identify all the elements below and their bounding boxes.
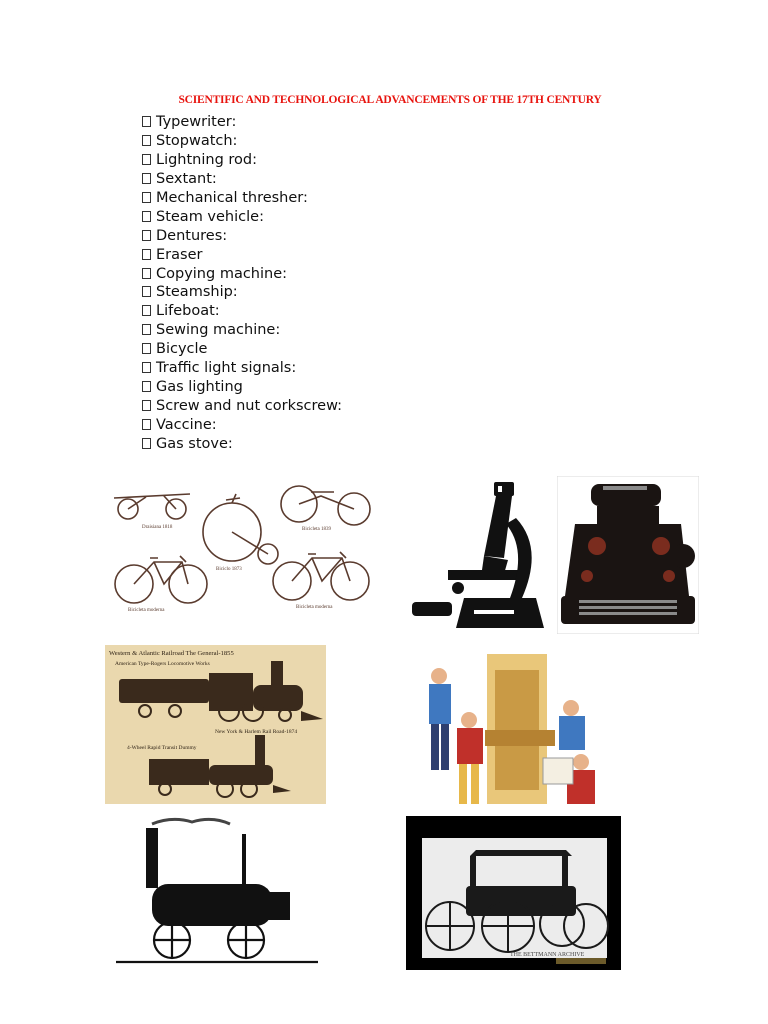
list-item: Copying machine: <box>142 265 342 284</box>
bullet-box-icon <box>142 211 151 222</box>
list-item: Stopwatch: <box>142 132 342 151</box>
list-item: Eraser <box>142 246 342 265</box>
bullet-box-icon <box>142 286 151 297</box>
list-item: Sewing machine: <box>142 321 342 340</box>
bullet-box-icon <box>142 192 151 203</box>
bullet-box-icon <box>142 438 151 449</box>
locomotives-image <box>105 645 326 804</box>
bicycles-image <box>106 478 376 615</box>
list-item: Gas stove: <box>142 435 342 454</box>
svg-text:Bicicleta moderna: Bicicleta moderna <box>296 605 333 610</box>
list-item: Traffic light signals: <box>142 359 342 378</box>
bullet-box-icon <box>142 249 151 260</box>
bullet-box-icon <box>142 400 151 411</box>
list-item: Dentures: <box>142 227 342 246</box>
page-title: SCIENTIFIC AND TECHNOLOGICAL ADVANCEMENTS OF THE 17TH CENTURY <box>178 94 602 106</box>
carriage-image <box>406 816 621 970</box>
bullet-box-icon <box>142 362 151 373</box>
caption-transit-dummy: 4-Wheel Rapid Transit Dummy <box>127 745 197 751</box>
svg-text:Draisiana 1818: Draisiana 1818 <box>142 525 173 530</box>
list-item: Steam vehicle: <box>142 208 342 227</box>
bullet-box-icon <box>142 116 151 127</box>
bullet-box-icon <box>142 230 151 241</box>
list-item: Steamship: <box>142 283 342 302</box>
svg-text:Bicicleta 1839: Bicicleta 1839 <box>302 527 332 532</box>
carriage-caption: THE BETTMANN ARCHIVE <box>510 952 585 958</box>
bullet-box-icon <box>142 419 151 430</box>
caption-locomotive-1855: Western & Atlantic Railroad The General-1855 <box>109 650 234 657</box>
inventions-list <box>142 113 342 454</box>
bullet-box-icon <box>142 268 151 279</box>
list-item: Lifeboat: <box>142 302 342 321</box>
microscope-image <box>404 478 550 633</box>
list-item: Gas lighting <box>142 378 342 397</box>
bullet-box-icon <box>142 305 151 316</box>
list-item: Bicycle <box>142 340 342 359</box>
typewriter-image <box>557 476 699 634</box>
list-item: Screw and nut corkscrew: <box>142 397 342 416</box>
svg-text:Bicicleta moderna: Bicicleta moderna <box>128 608 165 613</box>
bullet-box-icon <box>142 324 151 335</box>
list-item: Mechanical thresher: <box>142 189 342 208</box>
list-item: Typewriter: <box>142 113 342 132</box>
bullet-box-icon <box>142 135 151 146</box>
caption-harlem-1874: New York & Harlem Rail Road-1874 <box>215 729 298 735</box>
bullet-box-icon <box>142 381 151 392</box>
caption-rogers: American Type-Rogers Locomotive Works <box>115 661 210 667</box>
svg-text:Biciclo 1873: Biciclo 1873 <box>216 567 242 572</box>
printing-press-image <box>425 650 600 806</box>
bullet-box-icon <box>142 173 151 184</box>
steam-locomotive-image <box>112 814 326 970</box>
bullet-box-icon <box>142 343 151 354</box>
bullet-box-icon <box>142 154 151 165</box>
list-item: Sextant: <box>142 170 342 189</box>
list-item: Lightning rod: <box>142 151 342 170</box>
list-item: Vaccine: <box>142 416 342 435</box>
